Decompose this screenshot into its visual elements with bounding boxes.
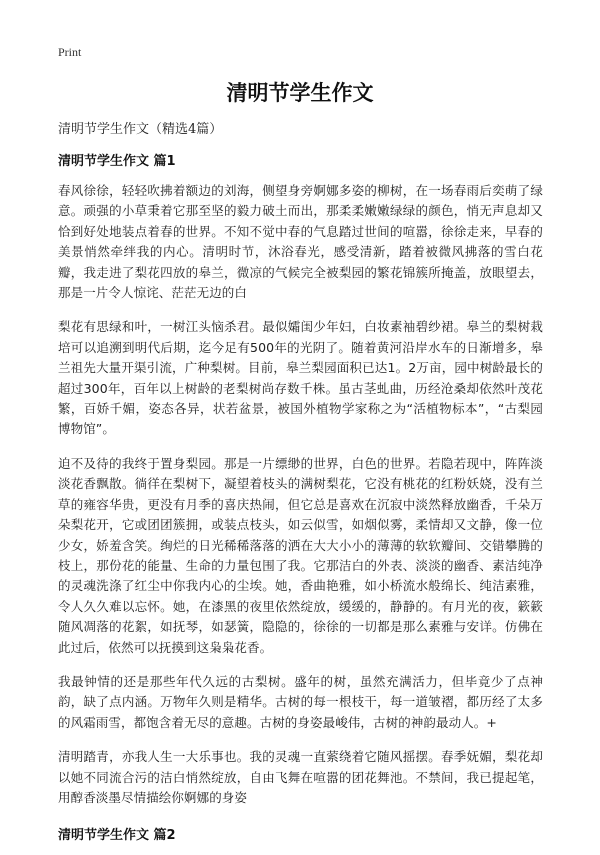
print-link[interactable]: Print xyxy=(58,45,82,59)
paragraph-5: 清明踏青，亦我人生一大乐事也。我的灵魂一直萦绕着它随风摇摆。春季妩媚，梨花却以她不同流合污的洁白悄然绽放，自由飞舞在喧嚣的团花舞池。不禁间，我已提起笔，用醇香淡墨尽情描绘你婀娜的身姿 xyxy=(58,749,543,805)
paragraph-2: 梨花有思绿和叶，一树江头恼杀君。最似孀闺少年妇，白妆素袖碧纱裙。皋兰的梨树栽培可以追溯到明代后期，迄今足有500年的光阴了。随着黄河沿岸水车的日渐增多，皋兰祖先大量开渠引流，广种梨树。目前，皋兰梨园面积已达1。2万亩，园中树龄最长的超过300年，百年以上树龄的老梨树尚存数千株。虽古茎虬曲，历经沧桑却依然叶茂花繁，百娇千媚，姿态各异，状若盆景，被国外植物学家称之为“活植物标本”，“古梨园博物馆”。 xyxy=(58,319,543,437)
paragraph-3: 迫不及待的我终于置身梨园。那是一片缥缈的世界，白色的世界。若隐若现中，阵阵淡淡花香飘散。徜徉在梨树下，凝望着枝头的满树梨花，它没有桃花的红粉妖娆，没有兰草的雍容华贵，更没有月季的喜庆热闹，但它总是喜欢在沉寂中淡然释放幽香，千朵万朵梨花开，它或团团簇拥，或装点枝头，如云似雪，如烟似雾，柔情却又文静，像一位少女，娇羞含笑。绚烂的日光稀稀落落的洒在大大小小的薄薄的软软瓣间、交错攀腾的枝上，那份花的能量、生命的力量包围了我。它那洁白的外表、淡淡的幽香、素洁纯净的灵魂洗涤了红尘中你我内心的尘埃。她，香曲艳雅，如小桥流水般绵长、纯洁素雅，令人久久难以忘怀。她，在漆黑的夜里依然绽放，缓缓的，静静的。有月光的夜，簌簌随风凋落的花絮，如抚琴，如瑟簧，隐隐的，徐徐的一切都是那么素雅与安详。仿佛在此过后，依然可以抚摸到这枭枭花香。 xyxy=(58,455,543,655)
section-heading-1: 清明节学生作文 篇1 xyxy=(58,154,176,169)
page-title: 清明节学生作文 xyxy=(226,81,374,105)
paragraph-1: 春风徐徐，轻轻吹拂着额边的刘海，侧望身旁婀娜多姿的柳树，在一场春雨后奕萌了绿意。顽强的小草秉着它那至坚的毅力破土而出，那柔柔嫩嫩绿绿的颜色，悄无声息却又恰到好处地装点着春的世界。不知不觉中春的气息踏过世间的喧嚣，徐徐走来，早春的美景悄然牵绊我的内心。清明时节，沐浴春光，感受清新，踏着被微风拂落的雪白花瓣，我走进了梨花四放的皋兰，微凉的气候完全被梨园的繁花锦簇所掩盖，放眼望去，那是一片令人惊诧、茫茫无边的白 xyxy=(58,183,543,301)
section-heading-2: 清明节学生作文 篇2 xyxy=(58,828,176,844)
paragraph-4: 我最钟情的还是那些年代久远的古梨树。盛年的树，虽然充满活力，但毕竟少了点神韵，缺了点内涵。万物年久则是精华。古树的每一根枝干，每一道皱褶，都历经了太多的风霜雨雪，都饱含着无尽的意趣。古树的身姿最峻伟，古树的神韵最动人。+ xyxy=(58,673,543,730)
article-body xyxy=(58,120,543,855)
article-subtitle: 清明节学生作文（精选4篇） xyxy=(58,122,223,137)
